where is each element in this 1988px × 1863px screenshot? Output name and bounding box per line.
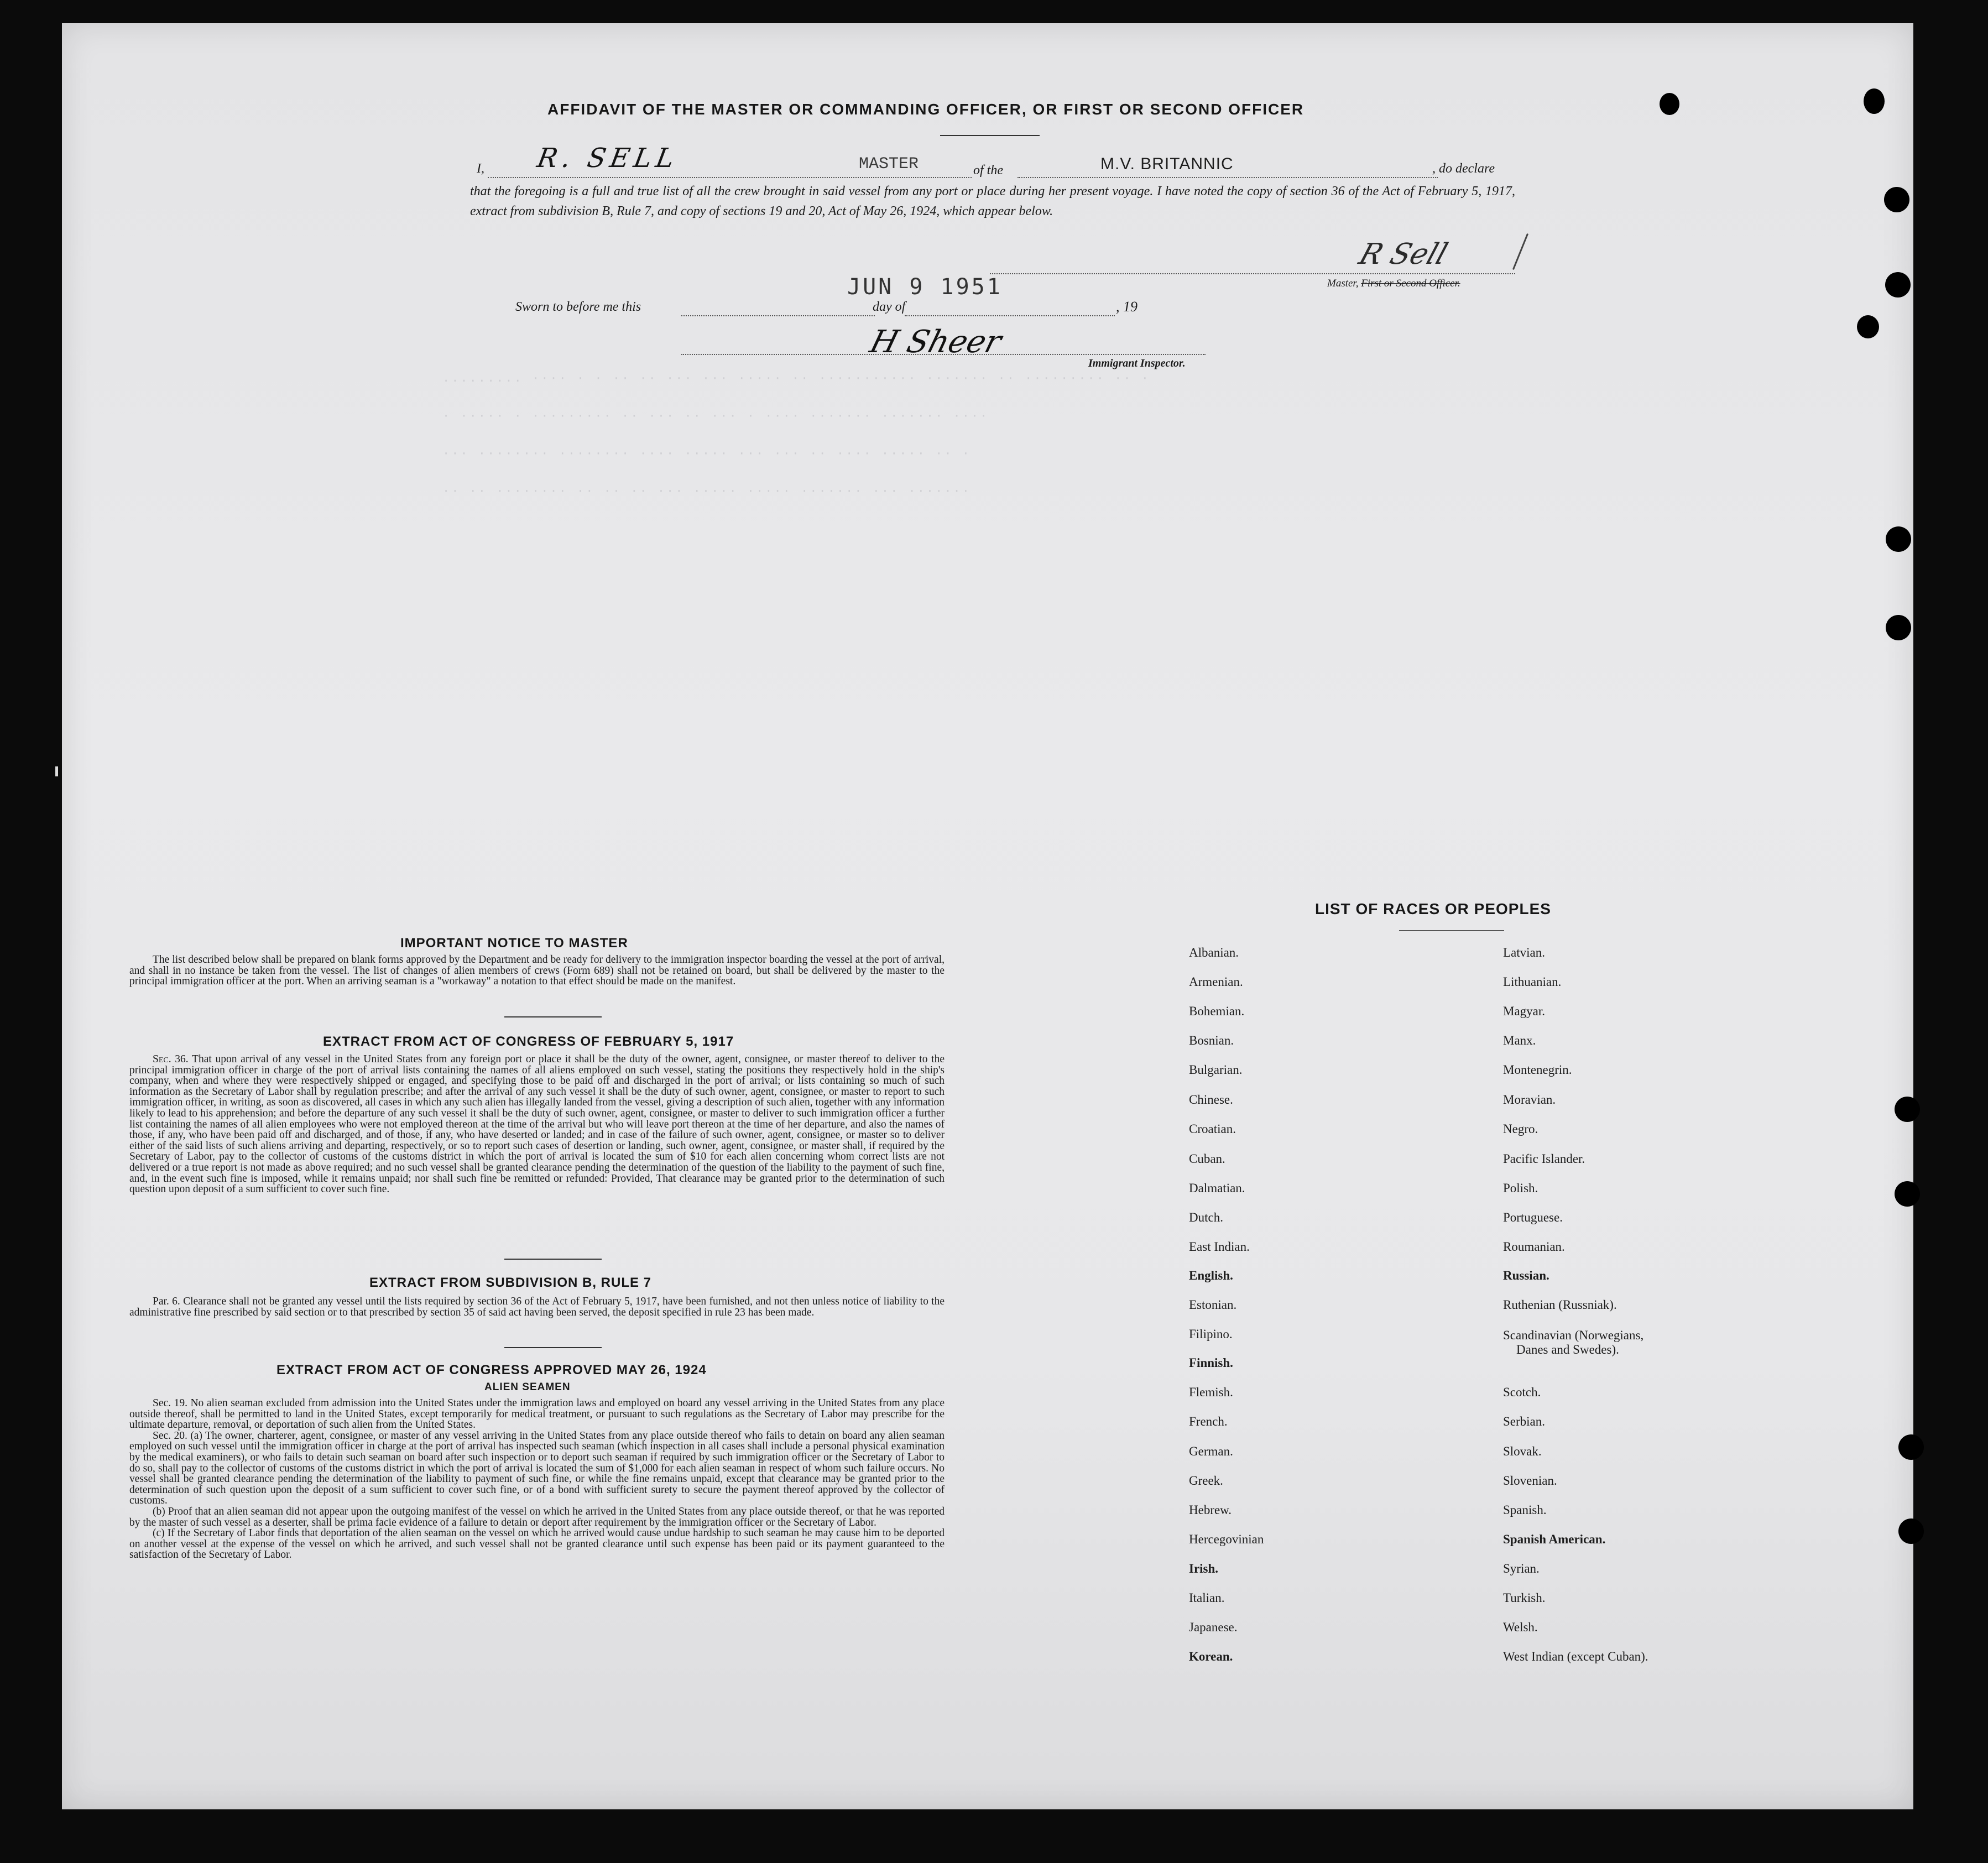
race-item: Bulgarian. [1189, 1063, 1243, 1077]
bleed-through-text: ·· ·· ········ ·· ·· ·· ··· ····· ····· ······· ··· ······· [442, 484, 971, 498]
sworn-day-line [681, 315, 875, 316]
date-stamp: JUN 9 1951 [847, 274, 1003, 300]
race-item: Serbian. [1503, 1415, 1546, 1428]
race-item: Montenegrin. [1503, 1063, 1572, 1077]
race-item: Slovak. [1503, 1444, 1542, 1458]
divider [504, 1016, 602, 1017]
race-item: Turkish. [1503, 1591, 1546, 1605]
race-item: French. [1189, 1415, 1228, 1428]
race-item: Bosnian. [1189, 1034, 1234, 1047]
inspector-line [681, 354, 1206, 355]
race-item: German. [1189, 1444, 1233, 1458]
sec-20a-paragraph: Sec. 20. (a) The owner, charterer, agent, consignee, or master of any vessel arriving in the United States from any place outside thereof who fails to detain on board any alien seaman employed on such vessel until the immigration officer in charge at the port of arrival has inspected such seaman (which inspection in all cases shall include a personal physical examination by the medical examiners), or who fails to detain such seaman on board after such inspection or to deport such seaman if required by such immigration officer or the Secretary of Labor to do so, shall pay to the collector of customs of the customs district in which the port of arrival is located the sum of $1,000 for each alien seaman in respect of whom such failure occurs. No vessel shall be granted clearance pending the determination of the liability to payment of such fine, or while the fine remains unpaid, except that clearance may be granted prior to the determination of such question upon the deposit of a sum sufficient to cover such fine, or of a bond with sufficient surety to secure the payment thereof approved by the collector of customs. [129, 1429, 945, 1507]
race-item: Dutch. [1189, 1210, 1223, 1224]
divider [1399, 930, 1504, 931]
rule7-paragraph: Par. 6. Clearance shall not be granted any vessel until the lists required by section 36 of the Act of February 5, 1917, have been furnished, and not then unless notice of liability to the administrative fine prescribed by said section or to that prescribed by section 35 of said act having been served, the deposit specified in rule 23 has been made. [129, 1296, 945, 1318]
notice-title: IMPORTANT NOTICE TO MASTER [400, 936, 628, 951]
race-item: West Indian (except Cuban). [1503, 1650, 1648, 1663]
race-item: Hebrew. [1189, 1503, 1232, 1517]
caption-struck: First or Second Officer. [1361, 278, 1460, 289]
punch-hole [1884, 187, 1909, 212]
race-item: Filipino. [1189, 1327, 1233, 1341]
race-item: Croatian. [1189, 1122, 1236, 1136]
affidavit-title: AFFIDAVIT OF THE MASTER OR COMMANDING OFFICER, OR FIRST OR SECOND OFFICER [547, 101, 1305, 118]
race-item: Scandinavian (Norwegians, [1503, 1328, 1644, 1342]
race-item: Latvian. [1503, 946, 1545, 959]
punch-hole [1886, 615, 1911, 640]
race-item: Polish. [1503, 1181, 1538, 1195]
punch-hole [1660, 93, 1679, 115]
race-item: Pacific Islander. [1503, 1152, 1585, 1166]
race-item: Roumanian. [1503, 1240, 1565, 1254]
inspector-signature: H Sheer [866, 324, 1005, 360]
bleed-through-text: ......... ···· · · ·· ·· ··· ··· ····· ·· ··········· ······· ·· ········· ·· · [442, 372, 1150, 385]
race-item: Spanish. [1503, 1503, 1547, 1517]
punch-hole [1898, 1434, 1924, 1460]
race-item: Manx. [1503, 1034, 1536, 1047]
bleed-through-text: ··· ········ ········ ···· ····· ··· ··· ·· ···· ····· ·· · [442, 447, 971, 461]
notice-text [129, 954, 945, 987]
race-item: Korean. [1189, 1650, 1233, 1663]
punch-hole [1898, 1518, 1924, 1544]
inspector-caption: Immigrant Inspector. [1088, 357, 1186, 369]
sec-36-text: That upon arrival of any vessel in the United States from any foreign port or place it shall be the duty of the owner, agent, consignee, or master thereof to deliver to the principal immigration officer in charge of the port of arrival lists containing the names of all aliens employed on such vessel, stating the positions they respectively hold in the ship's company, when and where they were respectively shipped or engaged, and specifying those to be paid off and discharged in the port of arrival; or lists containing so much of such information as the Secretary of Labor shall by regulation prescribe; and after the arrival of any such vessel it shall be the duty of such owner, agent, consignee, or master to report to such immigration officer, in writing, as soon as discovered, all cases in which any such alien has illegally landed from the vessel, giving a description of such alien, together with any information likely to lead to his apprehension; and before the departure of any such vessel it shall be the duty of such owner, agent, consignee, or master to deliver to such immigration officer a further list containing the names of all alien employees who were not employed thereon at the time of the arrival but who will leave port thereon at the time of her departure, and also the names of those, if any, who have been paid off and discharged, and of those, if any, who have deserted or landed; and in case of the failure of such owner, agent, consignee, or master so to deliver either of the said lists of such aliens arriving and departing, respectively, or so to report such cases of desertion or landing, such owner, agent, consignee, or master shall, if required by the Secretary of Labor, pay to the collector of customs of the customs district in which the port of arrival is located the sum of $10 for each alien concerning whom correct lists are not delivered or a true report is not made as above required; and no such vessel shall be granted clearance pending the determination of the question of the liability to the payment of such fine, and, in the event such fine is imposed, while it remains unpaid; nor shall such fine be remitted or refunded: Provided, That clearance may be granted prior to the determination of such question upon deposit of a sum sufficient to cover such fine. [129, 1053, 945, 1196]
punch-hole [1886, 526, 1911, 552]
do-declare-label: , do declare [1432, 161, 1495, 176]
race-item: Negro. [1503, 1122, 1538, 1136]
i-label: I, [477, 161, 484, 176]
bleed-through-text: · ····· · ········· ·· ··· ·· ··· · ···· ······· ······· ···· [442, 409, 989, 423]
race-item: Danes and Swedes). [1516, 1343, 1619, 1356]
races-title: LIST OF RACES OR PEOPLES [1315, 900, 1551, 917]
extract-1924-title: EXTRACT FROM ACT OF CONGRESS APPROVED MAY 26, 1924 [276, 1363, 707, 1377]
extract-1917-title: EXTRACT FROM ACT OF CONGRESS OF FEBRUARY 5, 1917 [323, 1034, 734, 1049]
race-item: Albanian. [1189, 946, 1239, 959]
sworn-label: Sworn to before me this [515, 300, 641, 314]
race-item: Dalmatian. [1189, 1181, 1245, 1195]
race-item: Flemish. [1189, 1385, 1233, 1399]
notice-paragraph: The list described below shall be prepared on blank forms approved by the Department and be ready for delivery to the immigration inspector boarding the vessel at the port of arrival, and shall in no instance be taken from the vessel. The list of changes of alien members of crews (Form 689) shall not be retained on board, but shall be delivered by the master to the principal immigration officer at the port. When an arriving seaman is a "workaway" a notation to that effect should be made on the manifest. [129, 954, 945, 988]
divider [504, 1259, 602, 1260]
race-item: Russian. [1503, 1269, 1549, 1282]
race-item: Ruthenian (Russniak). [1503, 1298, 1617, 1312]
sec-20c-paragraph: (c) If the Secretary of Labor finds that deportation of the alien seaman on the vessel on which he arrived would cause undue hardship to such seaman he may cause him to be deported on another vessel at the expense of the vessel on which he arrived, and such vessel shall not be granted clearance until such expense has been paid or its payment guaranteed to the satisfaction of the Secretary of Labor. [129, 1527, 945, 1561]
extract-rule7-text [129, 1296, 945, 1318]
master-name-handwritten: R. SELL [535, 143, 681, 174]
master-signature: R Sell [1355, 238, 1452, 271]
race-item: English. [1189, 1269, 1233, 1282]
caption-master: Master, [1327, 278, 1359, 289]
extract-1924-text [129, 1398, 945, 1561]
race-item: Magyar. [1503, 1004, 1546, 1018]
extract-1917-text [129, 1054, 945, 1195]
of-the-label: of the [973, 163, 1003, 178]
punch-hole [1885, 272, 1911, 298]
year-label: , 19 [1116, 299, 1138, 315]
punch-hole [1857, 315, 1879, 338]
race-item: Italian. [1189, 1591, 1225, 1605]
extract-rule7-title: EXTRACT FROM SUBDIVISION B, RULE 7 [369, 1275, 652, 1290]
sec-19-paragraph: Sec. 19. No alien seaman excluded from admission into the United States under the immigration laws and employed on board any vessel arriving in the United States from any place outside thereof, shall be permitted to land in the United States, except temporarily for medical treatment, or pursuant to such regulations as the Secretary of Labor may prescribe for the ultimate departure, removal, or deportation of such alien from the United States. [129, 1397, 945, 1431]
race-item: Welsh. [1503, 1620, 1538, 1634]
punch-hole [1895, 1181, 1920, 1207]
alien-seamen-subtitle: ALIEN SEAMEN [484, 1381, 571, 1393]
name-line [488, 177, 972, 178]
signature-line [990, 273, 1515, 274]
rank-typed: MASTER [859, 155, 919, 174]
vessel-name-typed: M.V. BRITANNIC [1100, 155, 1234, 173]
race-item: Chinese. [1189, 1093, 1233, 1107]
race-item: Syrian. [1503, 1562, 1540, 1575]
race-item: Scotch. [1503, 1385, 1541, 1399]
race-item: Slovenian. [1503, 1474, 1557, 1488]
race-item: East Indian. [1189, 1240, 1250, 1254]
punch-hole [1895, 1097, 1920, 1122]
race-item: Greek. [1189, 1474, 1223, 1488]
race-item: Bohemian. [1189, 1004, 1245, 1018]
month-line [905, 315, 1115, 316]
race-item: Spanish American. [1503, 1532, 1606, 1546]
race-item: Irish. [1189, 1562, 1219, 1575]
divider [504, 1347, 602, 1348]
day-of-label: day of [873, 300, 906, 314]
edge-speck [55, 766, 58, 776]
race-item: Lithuanian. [1503, 975, 1562, 989]
signature-caption [1327, 278, 1460, 290]
divider [940, 135, 1040, 136]
vessel-line [1018, 177, 1438, 178]
sec-36-label: Sec. 36. [153, 1053, 189, 1065]
race-item: Japanese. [1189, 1620, 1238, 1634]
race-item: Portuguese. [1503, 1210, 1563, 1224]
affidavit-body: that the foregoing is a full and true list of all the crew brought in said vessel from any port or place during her present voyage. I have noted the copy of section 36 of the Act of February 5, 1917, extract from subdivision B, Rule 7, and copy of sections 19 and 20, Act of May 26, 1924, which appear below. [470, 184, 1515, 218]
punch-hole [1864, 88, 1885, 114]
race-item: Estonian. [1189, 1298, 1237, 1312]
race-item: Moravian. [1503, 1093, 1556, 1107]
race-item: Cuban. [1189, 1152, 1225, 1166]
race-item: Armenian. [1189, 975, 1243, 989]
race-item: Hercegovinian [1189, 1532, 1264, 1546]
sec-20b-paragraph: (b) Proof that an alien seaman did not appear upon the outgoing manifest of the vessel on which he arrived in the United States from any place outside thereof, or that he was reported by the master of such vessel as a deserter, shall be prima facie evidence of a failure to detain or deport after requirement by the immigration officer or the Secretary of Labor. [129, 1505, 945, 1528]
race-item: Finnish. [1189, 1356, 1233, 1370]
